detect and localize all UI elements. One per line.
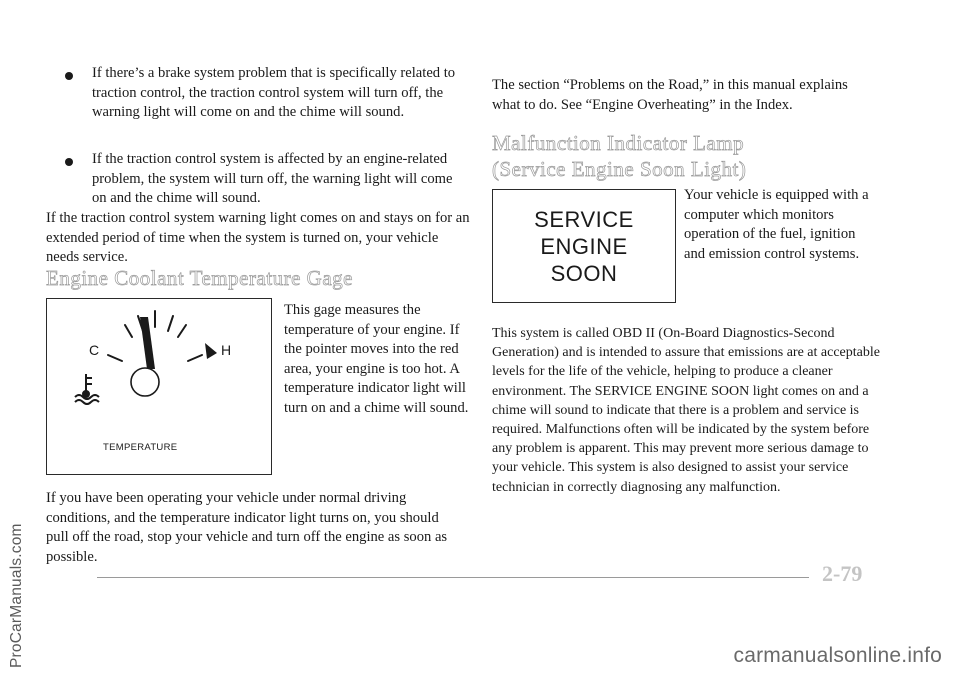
- bullet-marker: [65, 158, 73, 166]
- obd-ii-paragraph: This system is called OBD II (On-Board Diagnostics-Second Generation) and is intended to assure that emissions are at acceptable levels for the life of the vehicle, helping to produce a cleaner environment. The SERVICE ENGINE SOON light comes on and a chime will sound to indicate that there is a problem and service is required. Malfunctions often will be indicated by the system before any problem is apparent. This may prevent more serious damage to your vehicle. This system is also designed to assist your service technician in correctly diagnosing any malfunction.: [492, 326, 880, 495]
- gage-hot-label: H: [221, 342, 232, 358]
- bullet-marker: [65, 72, 73, 80]
- bullet-brake-problem: If there’s a brake system problem that is specifically related to traction control, the traction control system will turn off, the warning light will come on and the chime will sound.: [92, 65, 456, 121]
- coolant-thermometer-icon: [75, 374, 99, 404]
- service-engine-soon-lamp-illustration: [492, 189, 676, 303]
- bullet-engine-problem: If the traction control system is affected by an engine-related problem, the system will turn off, the warning light will come on and the chime will sound.: [92, 151, 453, 207]
- footer-watermark: carmanualsonline.info: [733, 644, 942, 667]
- temperature-gage-illustration: [46, 298, 272, 475]
- page-number: 2-79: [822, 561, 863, 586]
- section-heading-mil-subtitle: (Service Engine Soon Light): [492, 157, 747, 181]
- lamp-description: Your vehicle is equipped with a computer which monitors operation of the fuel, ignition and emission control systems.: [684, 187, 869, 262]
- warning-light-paragraph: If the traction control system warning light comes on and stays on for an extended period of time when the system is turned on, your vehicle needs service.: [46, 210, 470, 266]
- gage-caption: TEMPERATURE: [103, 442, 178, 453]
- overheating-instructions: If you have been operating your vehicle under normal driving conditions, and the temperature indicator light turns on, you should pull off the road, stop your vehicle and turn off the engine as soon as possible.: [46, 490, 448, 565]
- footer-rule: [97, 577, 809, 578]
- section-heading-coolant-gage: Engine Coolant Temperature Gage: [46, 266, 353, 290]
- lamp-text-service: SERVICE: [534, 207, 634, 232]
- problems-on-road-paragraph: The section “Problems on the Road,” in this manual explains what to do. See “Engine Overheating” in the Index.: [492, 77, 848, 113]
- section-heading-mil: Malfunction Indicator Lamp: [492, 131, 745, 155]
- lamp-text-soon: SOON: [550, 261, 618, 286]
- gage-description: This gage measures the temperature of your engine. If the pointer moves into the red area, your engine is too hot. A temperature indicator light will turn on and a chime will sound.: [284, 302, 469, 416]
- lamp-text-engine: ENGINE: [540, 234, 628, 259]
- side-watermark: ProCarManuals.com: [8, 523, 25, 668]
- gage-cold-label: C: [89, 342, 100, 358]
